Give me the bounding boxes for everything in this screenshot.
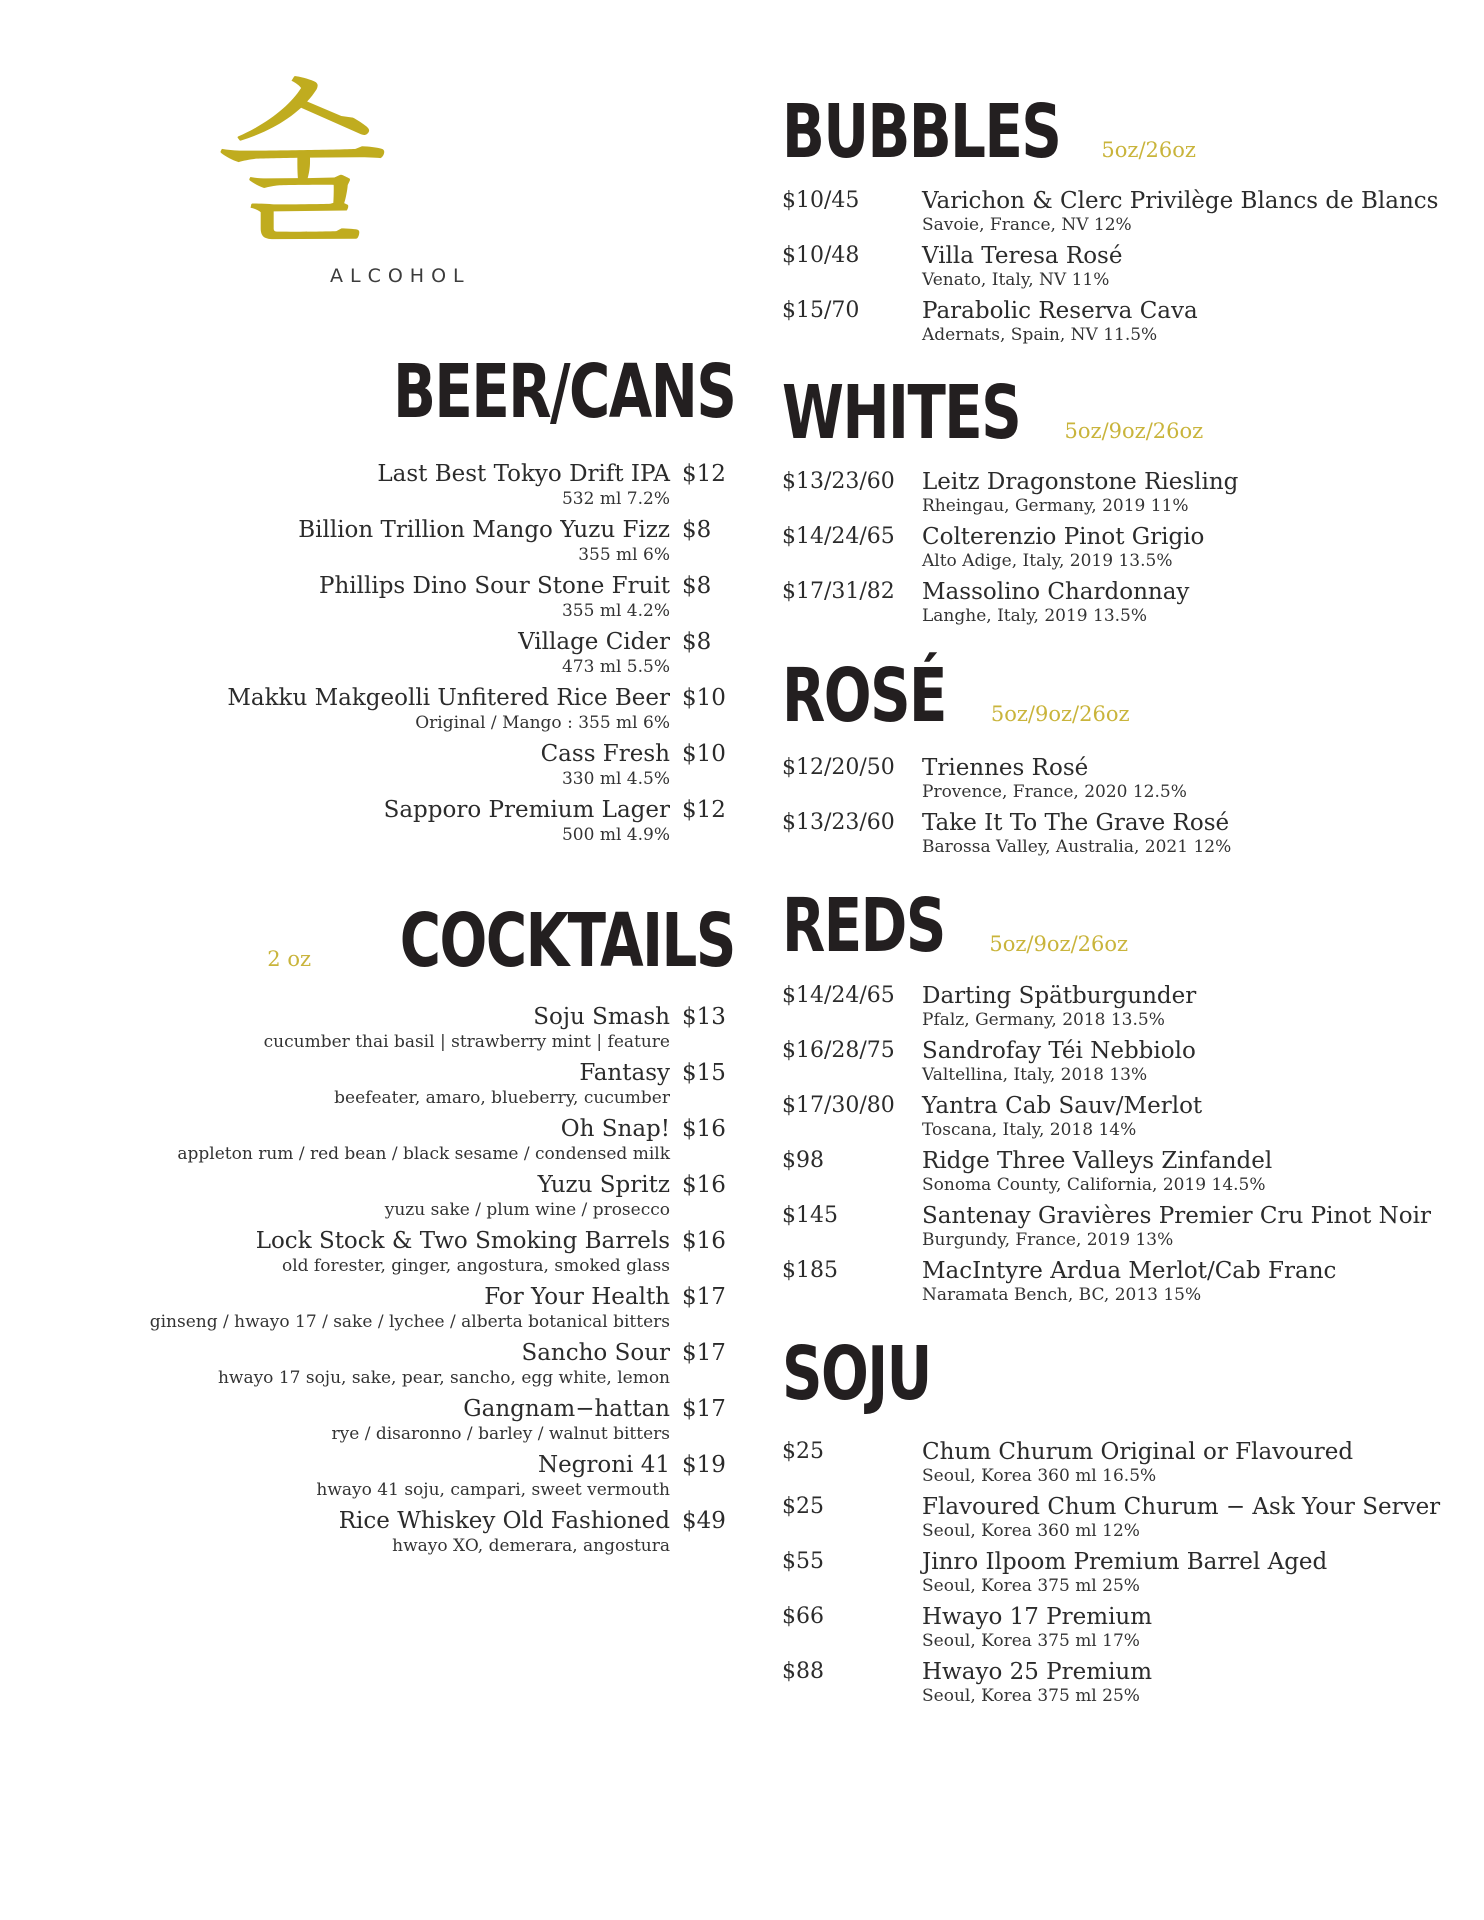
item-price: $12 [682,797,726,823]
item-desc: hwayo 17 soju, sake, pear, sancho, egg white, lemon [217,1368,670,1388]
reds-size: 5oz/9oz/26oz [989,932,1129,956]
item-price: $10 [682,685,726,711]
item-name: Flavoured Chum Churum − Ask Your Server [922,1494,1441,1520]
item-name: Villa Teresa Rosé [922,243,1123,269]
list-item [782,983,1462,1039]
bubbles-size: 5oz/26oz [1101,138,1196,162]
logo-wordmark: ALCOHOL [330,265,471,287]
list-item [0,1228,740,1284]
item-name: Sancho Sour [521,1340,670,1366]
item-price: $13/23/60 [782,810,895,835]
item-desc: Seoul, Korea 375 ml 17% [922,1631,1140,1651]
list-item [0,517,740,573]
item-price: $88 [782,1659,824,1684]
list-item [0,629,740,685]
item-name: Take It To The Grave Rosé [922,810,1230,836]
rose-heading [782,653,1142,739]
item-price: $10/45 [782,188,860,213]
item-name: Massolino Chardonnay [922,579,1190,605]
list-item [782,1093,1462,1149]
list-item [782,1549,1462,1605]
list-item [782,524,1462,580]
reds-heading [782,883,1140,969]
beer-title: BEER/CANS [392,349,735,435]
logo-glyph: 술 [216,59,388,266]
item-desc: 500 ml 4.9% [561,825,670,845]
item-price: $14/24/65 [782,983,895,1008]
rose-title: ROSÉ [782,653,946,739]
list-item [0,741,740,797]
item-desc: Sonoma County, California, 2019 14.5% [922,1175,1266,1195]
item-price: $12 [682,461,726,487]
item-price: $8 [682,517,712,543]
item-desc: 355 ml 6% [578,545,670,565]
item-name: Jinro Ilpoom Premium Barrel Aged [922,1549,1328,1575]
item-desc: Seoul, Korea 360 ml 16.5% [922,1466,1157,1486]
item-price: $66 [782,1604,824,1629]
item-price: $25 [782,1439,824,1464]
item-name: Phillips Dino Sour Stone Fruit [319,573,670,599]
item-desc: Pfalz, Germany, 2018 13.5% [922,1010,1165,1030]
item-price: $10 [682,741,726,767]
item-price: $145 [782,1203,838,1228]
item-name: MacIntyre Ardua Merlot/Cab Franc [922,1258,1337,1284]
item-name: Cass Fresh [540,741,670,767]
list-item [782,1038,1462,1094]
item-price: $15/70 [782,298,860,323]
soju-heading [782,1331,978,1417]
soju-title: SOJU [782,1331,931,1417]
item-desc: rye / disaronno / barley / walnut bitters [331,1424,670,1444]
list-item [782,243,1462,299]
item-price: $17 [682,1284,726,1310]
item-desc: ginseng / hwayo 17 / sake / lychee / alberta botanical bitters [149,1312,670,1332]
list-item [782,579,1462,635]
item-desc: Savoie, France, NV 12% [922,215,1132,235]
item-desc: Rheingau, Germany, 2019 11% [922,496,1189,516]
list-item [782,810,1462,866]
item-desc: 355 ml 4.2% [561,601,670,621]
list-item [0,1172,740,1228]
item-name: Billion Trillion Mango Yuzu Fizz [298,517,670,543]
list-item [0,1396,740,1452]
item-price: $16/28/75 [782,1038,895,1063]
item-name: Sandrofay Téi Nebbiolo [922,1038,1196,1064]
logo [212,59,392,266]
bubbles-heading [782,89,1248,175]
item-name: Village Cider [518,629,670,655]
list-item [782,1494,1462,1550]
list-item [782,1258,1462,1314]
cocktails-size: 2 oz [267,947,312,971]
item-name: Varichon & Clerc Privilège Blancs de Blancs [922,188,1439,214]
item-desc: Venato, Italy, NV 11% [922,270,1110,290]
whites-title: WHITES [782,370,1021,456]
list-item [0,1284,740,1340]
item-price: $16 [682,1228,726,1254]
item-desc: hwayo 41 soju, campari, sweet vermouth [316,1480,670,1500]
list-item [782,1203,1462,1259]
item-name: Leitz Dragonstone Riesling [922,469,1239,495]
bubbles-title: BUBBLES [782,89,1061,175]
item-price: $8 [682,573,712,599]
item-name: Yuzu Spritz [537,1172,670,1198]
item-name: Rice Whiskey Old Fashioned [338,1508,670,1534]
item-desc: Naramata Bench, BC, 2013 15% [922,1285,1202,1305]
item-desc: Seoul, Korea 375 ml 25% [922,1576,1140,1596]
item-desc: Burgundy, France, 2019 13% [922,1230,1174,1250]
list-item [0,1060,740,1116]
item-name: Colterenzio Pinot Grigio [922,524,1205,550]
list-item [782,1604,1462,1660]
cocktails-heading [0,898,735,984]
list-item [0,1508,740,1564]
list-item [782,469,1462,525]
whites-heading [782,370,1239,456]
item-desc: Alto Adige, Italy, 2019 13.5% [922,551,1173,571]
list-item [782,1148,1462,1204]
list-item [782,298,1462,354]
item-desc: Seoul, Korea 360 ml 12% [922,1521,1140,1541]
item-name: Ridge Three Valleys Zinfandel [922,1148,1273,1174]
whites-size: 5oz/9oz/26oz [1064,419,1204,443]
item-name: Hwayo 17 Premium [922,1604,1153,1630]
item-name: Santenay Gravières Premier Cru Pinot Noir [922,1203,1431,1229]
item-price: $8 [682,629,712,655]
item-price: $19 [682,1452,726,1478]
list-item [0,1340,740,1396]
item-price: $98 [782,1148,824,1173]
item-desc: Seoul, Korea 375 ml 25% [922,1686,1140,1706]
item-price: $12/20/50 [782,755,895,780]
list-item [0,685,740,741]
item-name: Oh Snap! [560,1116,670,1142]
cocktails-title: COCKTAILS [399,898,735,984]
list-item [0,461,740,517]
item-name: Parabolic Reserva Cava [922,298,1198,324]
item-price: $13/23/60 [782,469,895,494]
item-price: $49 [682,1508,726,1534]
item-desc: beefeater, amaro, blueberry, cucumber [334,1088,670,1108]
item-name: Lock Stock & Two Smoking Barrels [255,1228,670,1254]
item-price: $13 [682,1004,726,1030]
item-name: Chum Churum Original or Flavoured [922,1439,1354,1465]
item-price: $17 [682,1396,726,1422]
item-name: Soju Smash [533,1004,670,1030]
item-price: $16 [682,1116,726,1142]
item-name: Triennes Rosé [922,755,1089,781]
item-desc: hwayo XO, demerara, angostura [392,1536,670,1556]
beer-heading [0,349,735,435]
item-desc: Toscana, Italy, 2018 14% [922,1120,1137,1140]
list-item [782,1659,1462,1715]
list-item [0,1004,740,1060]
list-item [782,1439,1462,1495]
item-name: Darting Spätburgunder [922,983,1197,1009]
list-item [782,755,1462,811]
item-price: $185 [782,1258,838,1283]
item-desc: Langhe, Italy, 2019 13.5% [922,606,1148,626]
item-desc: Provence, France, 2020 12.5% [922,782,1187,802]
item-desc: 473 ml 5.5% [561,657,670,677]
list-item [0,1452,740,1508]
item-name: Hwayo 25 Premium [922,1659,1153,1685]
list-item [0,1116,740,1172]
item-name: Gangnam−hattan [463,1396,670,1422]
item-desc: old forester, ginger, angostura, smoked glass [281,1256,670,1276]
item-name: Yantra Cab Sauv/Merlot [922,1093,1203,1119]
item-price: $17/30/80 [782,1093,895,1118]
item-name: Last Best Tokyo Drift IPA [377,461,670,487]
item-price: $17 [682,1340,726,1366]
item-price: $14/24/65 [782,524,895,549]
item-price: $10/48 [782,243,860,268]
list-item [0,573,740,629]
item-price: $16 [682,1172,726,1198]
item-price: $25 [782,1494,824,1519]
item-desc: appleton rum / red bean / black sesame / condensed milk [177,1144,670,1164]
reds-title: REDS [782,883,945,969]
item-price: $15 [682,1060,726,1086]
item-name: Sapporo Premium Lager [383,797,670,823]
item-name: Makku Makgeolli Unfitered Rice Beer [227,685,670,711]
item-desc: cucumber thai basil | strawberry mint | feature [263,1032,670,1052]
item-desc: 532 ml 7.2% [561,489,670,509]
item-price: $17/31/82 [782,579,895,604]
rose-size: 5oz/9oz/26oz [990,702,1130,726]
item-price: $55 [782,1549,824,1574]
item-name: Fantasy [579,1060,670,1086]
list-item [0,797,740,853]
item-desc: yuzu sake / plum wine / prosecco [384,1200,670,1220]
item-desc: Original / Mango : 355 ml 6% [415,713,670,733]
list-item [782,188,1462,244]
item-desc: 330 ml 4.5% [561,769,670,789]
item-name: Negroni 41 [537,1452,670,1478]
item-desc: Adernats, Spain, NV 11.5% [922,325,1158,345]
item-desc: Valtellina, Italy, 2018 13% [922,1065,1148,1085]
item-name: For Your Health [484,1284,670,1310]
item-desc: Barossa Valley, Australia, 2021 12% [922,837,1232,857]
